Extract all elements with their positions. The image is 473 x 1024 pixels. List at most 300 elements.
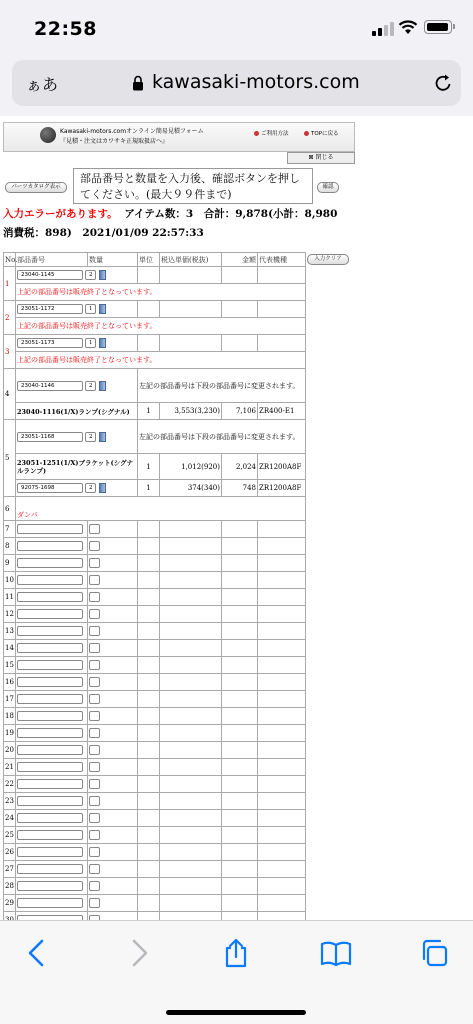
model-cell [258,844,306,861]
row-number: 4 [4,369,16,420]
unit-cell [138,555,160,572]
amount-cell [222,878,258,895]
price-cell [160,895,222,912]
table-row [4,497,356,521]
quantity-input[interactable] [89,728,100,738]
model-cell [258,521,306,538]
amount-cell: 748 [222,480,258,497]
table-row [4,267,356,284]
part-cell [16,521,88,538]
qty-cell [88,555,138,572]
table-row-message [4,318,356,335]
unit-cell [138,538,160,555]
price-cell [160,708,222,725]
quantity-input[interactable] [89,898,100,908]
amount-cell: 2,024 [222,454,258,480]
price-cell [160,742,222,759]
model-cell [258,793,306,810]
table-row [4,480,356,497]
unit-cell [138,776,160,793]
part-number-input[interactable]: 23040-1145 [17,270,83,280]
part-cell [16,742,88,759]
model-cell [258,623,306,640]
quantity-input[interactable] [89,813,100,823]
amount-cell [222,844,258,861]
table-row-empty [4,793,356,810]
model-cell [258,878,306,895]
part-number-input[interactable] [17,558,83,568]
part-number-input[interactable] [17,711,83,721]
part-number-input[interactable] [17,762,83,772]
part-cell [16,793,88,810]
unit-cell [138,827,160,844]
amount-cell [222,606,258,623]
part-number-input[interactable] [17,898,83,908]
quantity-input[interactable] [89,779,100,789]
qty-cell [88,759,138,776]
quantity-input[interactable] [89,541,100,551]
model-cell [258,708,306,725]
unit-cell [138,301,160,318]
unit-cell [138,335,160,352]
table-row-empty [4,742,356,759]
row-number: 25 [4,827,16,844]
row-number: 11 [4,589,16,606]
row-number: 14 [4,640,16,657]
model-cell [258,589,306,606]
quantity-input[interactable] [89,592,100,602]
clear-cell [306,253,356,267]
amount-cell [222,589,258,606]
part-number-input[interactable]: 23040-1146 [17,381,83,391]
catalog-book-icon[interactable] [99,270,106,280]
amount-cell [222,657,258,674]
table-row-empty [4,708,356,725]
part-cell [16,895,88,912]
quantity-input[interactable] [89,575,100,585]
part-cell [16,606,88,623]
unit-cell: 1 [138,480,160,497]
qty-cell [88,742,138,759]
replacement-part-name: 23051-1251(1/X)ブラケット(シグナルランプ) [16,454,138,480]
price-cell [160,555,222,572]
quantity-input[interactable] [89,762,100,772]
qty-cell [88,657,138,674]
help-link[interactable]: ご利用方法 [254,129,289,137]
unit-cell: 1 [138,403,160,420]
part-number-input[interactable]: 23051-1173 [17,338,83,348]
amount-cell [222,861,258,878]
row-number: 18 [4,708,16,725]
price-cell [160,810,222,827]
part-cell [16,861,88,878]
amount-cell [222,691,258,708]
price-cell: 374(340) [160,480,222,497]
unit-cell [138,810,160,827]
part-number-input[interactable] [17,660,83,670]
quantity-input[interactable] [89,796,100,806]
unit-cell [138,844,160,861]
part-number-input[interactable] [17,813,83,823]
part-cell [16,776,88,793]
catalog-book-icon[interactable] [99,304,106,314]
price-cell [160,759,222,776]
unit-cell [138,657,160,674]
qty-cell [88,827,138,844]
table-row-empty [4,691,356,708]
cellular-signal-icon [372,22,394,36]
row-number: 8 [4,538,16,555]
model-cell [258,776,306,793]
amount-cell [222,793,258,810]
summary-tax-date: 消費税：898) 2021/01/09 22:57:33 [3,227,204,239]
amount-cell [222,725,258,742]
unit-cell [138,640,160,657]
part-number-input[interactable] [17,796,83,806]
price-cell [160,657,222,674]
amount-cell [222,623,258,640]
amount-cell [222,267,258,284]
clear-button[interactable]: 入力クリア [307,254,349,265]
part-cell [16,810,88,827]
part-cell [16,691,88,708]
amount-cell [222,827,258,844]
summary-line-2 [3,225,355,242]
part-number-input[interactable] [17,745,83,755]
status-time: 22:58 [34,18,97,40]
part-number-input[interactable] [17,728,83,738]
price-cell [160,521,222,538]
row-input-cell [16,267,138,284]
summary-totals: アイテム数：3 合計：9,878(小計：8,980 [124,208,338,220]
unit-cell [138,793,160,810]
row-number: 6 [4,497,16,521]
part-number-input[interactable] [17,830,83,840]
qty-cell [88,793,138,810]
price-cell [160,691,222,708]
amount-cell [222,640,258,657]
row-input-cell [16,335,138,352]
model-cell: ZR1200A8F [258,480,306,497]
quantity-input[interactable] [89,609,100,619]
row-number: 10 [4,572,16,589]
bookmarks-icon[interactable] [320,937,352,969]
amount-cell: 7,106 [222,403,258,420]
unit-cell [138,674,160,691]
amount-cell [222,335,258,352]
unit-cell [138,572,160,589]
table-row-empty [4,555,356,572]
price-cell: 1,012(920) [160,454,222,480]
unit-cell [138,623,160,640]
address-bar[interactable] [12,60,461,106]
quantity-input[interactable]: 2 [85,483,96,493]
amount-cell [222,572,258,589]
part-number-input[interactable] [17,881,83,891]
amount-cell [222,521,258,538]
price-cell [160,538,222,555]
quantity-input[interactable]: 2 [85,381,96,391]
unit-cell [138,759,160,776]
row-replace-message: 左記の部品番号は下段の部品番号に変更されます。 [138,369,306,403]
price-cell [160,301,222,318]
safari-address-area [0,56,473,116]
part-number-input[interactable] [17,643,83,653]
col-amount: 金額 [222,253,258,267]
quantity-input[interactable] [89,677,100,687]
reader-options-button[interactable]: ぁあ [26,75,59,94]
quantity-input[interactable] [89,847,100,857]
quantity-input[interactable] [89,694,100,704]
row-number: 5 [4,420,16,497]
row-number: 26 [4,844,16,861]
row-number: 28 [4,878,16,895]
qty-cell [88,640,138,657]
quantity-input[interactable] [89,745,100,755]
part-number-input[interactable] [17,626,83,636]
instruction-area [3,168,355,204]
quantity-input[interactable] [89,881,100,891]
row-error-message: 上記の部品番号は販売終了となっています。 [16,318,306,335]
parts-catalog-button[interactable]: パーツカタログ表示 [5,182,67,193]
row-number: 12 [4,606,16,623]
part-number-input[interactable] [17,575,83,585]
home-indicator [166,1010,306,1015]
table-row-empty [4,640,356,657]
row-input-cell [16,420,138,454]
row-number: 24 [4,810,16,827]
row-number: 13 [4,623,16,640]
catalog-book-icon[interactable] [99,381,106,391]
part-number-input[interactable] [17,609,83,619]
quantity-input[interactable] [89,643,100,653]
price-cell [160,335,222,352]
model-cell: ZR1200A8F [258,454,306,480]
model-cell: ZR400-E1 [258,403,306,420]
qty-cell [88,725,138,742]
reload-icon[interactable] [432,72,454,94]
part-number-input[interactable]: 23051-1168 [17,432,83,442]
quantity-input[interactable]: 1 [85,304,96,314]
part-number-input[interactable] [17,524,83,534]
quantity-input[interactable]: 1 [85,338,96,348]
row-number: 16 [4,674,16,691]
part-number-input[interactable]: 92075-1698 [17,483,83,493]
safari-toolbar [0,920,473,1024]
quantity-input[interactable] [89,830,100,840]
amount-cell [222,708,258,725]
catalog-book-icon[interactable] [99,338,106,348]
table-row-empty [4,538,356,555]
table-row-empty [4,572,356,589]
part-cell [16,844,88,861]
model-cell [258,555,306,572]
web-content[interactable] [0,116,473,920]
part-cell [16,725,88,742]
quantity-input[interactable] [89,711,100,721]
price-cell [160,793,222,810]
qty-cell [88,538,138,555]
model-cell [258,810,306,827]
row-number: 19 [4,725,16,742]
amount-cell [222,301,258,318]
part-number-input[interactable] [17,541,83,551]
table-row [4,301,356,318]
col-model: 代表機種 [258,253,306,267]
url-text[interactable]: kawasaki-motors.com [152,71,360,93]
quantity-input[interactable] [89,864,100,874]
close-label: 閉じる [315,154,334,161]
close-button[interactable]: ⊠ 閉じる [287,152,355,164]
row-number: 22 [4,776,16,793]
model-cell [258,538,306,555]
model-cell [258,861,306,878]
instruction-text: 部品番号と数量を入力後、確認ボタンを押してください。(最大９９件まで) [73,168,313,204]
table-row-empty [4,521,356,538]
qty-cell [88,521,138,538]
model-cell [258,827,306,844]
table-row-detail [4,454,356,480]
unit-cell [138,521,160,538]
unit-cell [138,725,160,742]
table-row-empty [4,861,356,878]
model-cell [258,691,306,708]
model-cell [258,742,306,759]
unit-cell [138,878,160,895]
qty-cell [88,572,138,589]
part-number-input[interactable] [17,592,83,602]
price-cell [160,878,222,895]
quantity-input[interactable] [89,524,100,534]
unit-cell [138,606,160,623]
share-icon[interactable] [220,937,252,969]
table-row [4,335,356,352]
catalog-book-icon[interactable] [99,483,106,493]
table-row-empty [4,589,356,606]
catalog-book-icon[interactable] [99,432,106,442]
part-cell [16,623,88,640]
row-number: 20 [4,742,16,759]
model-cell [258,606,306,623]
price-cell [160,827,222,844]
price-cell [160,861,222,878]
wifi-icon [398,19,418,35]
amount-cell [222,555,258,572]
price-cell: 3,553(3,230) [160,403,222,420]
row-number: 21 [4,759,16,776]
estimate-form-page [3,122,355,929]
amount-cell [222,895,258,912]
amount-cell [222,674,258,691]
part-number-input[interactable] [17,847,83,857]
part-cell [16,708,88,725]
table-row-detail [4,403,356,420]
price-cell [160,776,222,793]
row-error-message: 上記の部品番号は販売終了となっています。 [16,352,306,369]
table-row-empty [4,759,356,776]
part-number-input[interactable] [17,677,83,687]
table-row-empty [4,725,356,742]
back-icon[interactable] [22,937,54,969]
col-part: 部品番号 [16,253,88,267]
model-cell [258,267,306,284]
part-cell [16,555,88,572]
table-row-empty [4,810,356,827]
row-error-message: 上記の部品番号は販売終了となっています。 [16,284,306,301]
table-row-empty [4,844,356,861]
qty-cell [88,844,138,861]
quantity-input[interactable]: 2 [85,432,96,442]
price-cell [160,267,222,284]
tabs-icon[interactable] [418,937,450,969]
row-replace-message: 左記の部品番号は下段の部品番号に変更されます。 [138,420,306,454]
table-header-row [4,253,356,267]
part-number-input[interactable] [17,779,83,789]
qty-cell [88,691,138,708]
unit-cell [138,267,160,284]
amount-cell [222,759,258,776]
row-part-name: ダンパ [16,497,306,521]
part-cell [16,674,88,691]
table-row-empty [4,674,356,691]
amount-cell [222,810,258,827]
part-number-input[interactable]: 23051-1172 [17,304,83,314]
model-cell [258,895,306,912]
row-input-cell [16,480,138,497]
part-cell [16,657,88,674]
row-number: 3 [4,335,16,369]
part-number-input[interactable] [17,864,83,874]
row-number: 15 [4,657,16,674]
unit-cell [138,742,160,759]
table-row-empty [4,657,356,674]
part-cell [16,640,88,657]
model-cell [258,301,306,318]
model-cell [258,674,306,691]
unit-cell [138,861,160,878]
table-row-message [4,284,356,301]
part-number-input[interactable] [17,694,83,704]
part-cell [16,878,88,895]
lock-icon [132,75,144,91]
row-number: 23 [4,793,16,810]
quantity-input[interactable] [89,558,100,568]
row-input-cell [16,301,138,318]
part-cell [16,572,88,589]
col-no: No. [4,253,16,267]
col-qty: 数量 [88,253,138,267]
table-row-empty [4,606,356,623]
confirm-button[interactable]: 確認 [317,182,339,193]
price-cell [160,725,222,742]
model-cell [258,335,306,352]
unit-cell: 1 [138,454,160,480]
quantity-input[interactable]: 2 [85,270,96,280]
model-cell [258,759,306,776]
unit-cell [138,708,160,725]
top-link[interactable]: TOPに戻る [304,129,339,137]
qty-cell [88,895,138,912]
quantity-input[interactable] [89,626,100,636]
quantity-input[interactable] [89,660,100,670]
amount-cell [222,776,258,793]
price-cell [160,572,222,589]
row-number: 9 [4,555,16,572]
qty-cell [88,589,138,606]
parts-table [3,252,356,929]
qty-cell [88,708,138,725]
row-number: 17 [4,691,16,708]
